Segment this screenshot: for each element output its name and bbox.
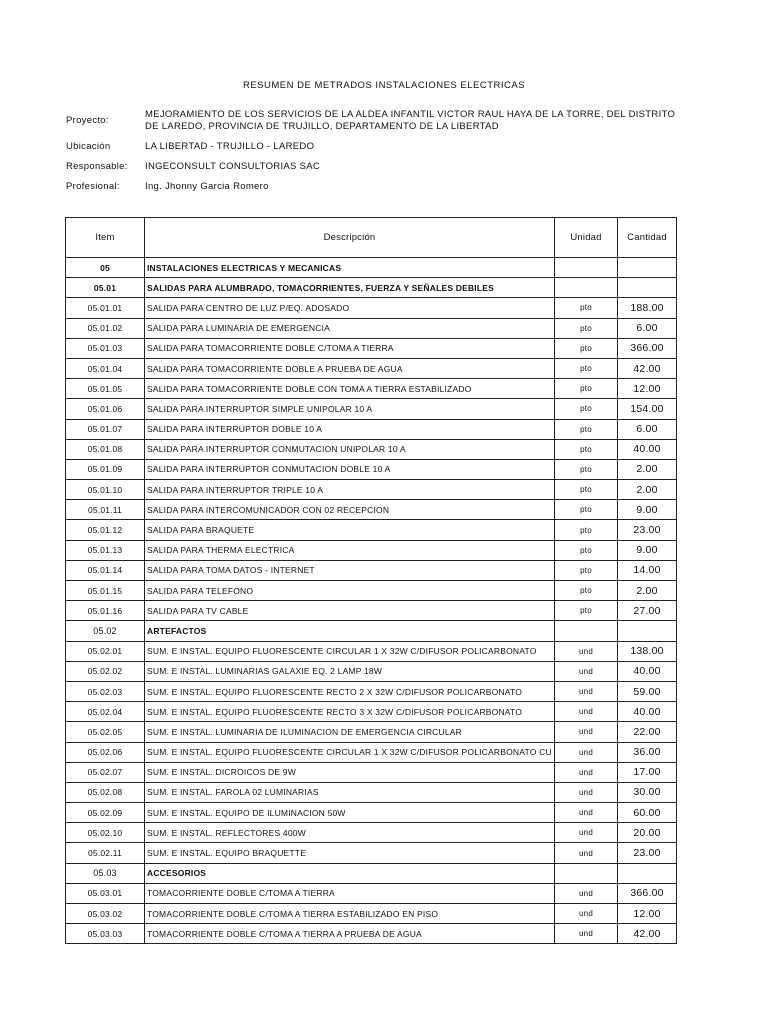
table-row bbox=[66, 702, 677, 722]
row-description: SALIDA PARA INTERRUPTOR DOBLE 10 A bbox=[145, 419, 555, 439]
table-row bbox=[66, 681, 677, 701]
row-item-code: 05.01.02 bbox=[66, 318, 145, 338]
row-quantity: 6.00 bbox=[618, 419, 677, 439]
row-item-code: 05.01.06 bbox=[66, 399, 145, 419]
row-quantity bbox=[618, 863, 677, 883]
table-row bbox=[66, 843, 677, 863]
ubicacion-value: LA LIBERTAD - TRUJILLO - LAREDO bbox=[145, 141, 315, 152]
row-quantity bbox=[618, 278, 677, 298]
row-description: TOMACORRIENTE DOBLE C/TOMA A TIERRA A PRUEBA DE AGUA bbox=[145, 924, 555, 944]
profesional-value: Ing. Jhonny Garcia Romero bbox=[145, 181, 269, 192]
row-quantity: 2.00 bbox=[618, 459, 677, 479]
table-row bbox=[66, 459, 677, 479]
row-quantity: 30.00 bbox=[618, 782, 677, 802]
row-unit: pto bbox=[555, 540, 618, 560]
row-unit: und bbox=[555, 883, 618, 903]
table-header-row bbox=[66, 218, 677, 258]
row-description: SALIDA PARA THERMA ELECTRICA bbox=[145, 540, 555, 560]
row-item-code: 05.01.05 bbox=[66, 379, 145, 399]
row-item-code: 05.01.11 bbox=[66, 500, 145, 520]
row-description: SUM. E INSTAL. LUMINARIA DE ILUMINACION DE EMERGENCIA CIRCULAR bbox=[145, 722, 555, 742]
row-description: SALIDA PARA LUMINARIA DE EMERGENCIA bbox=[145, 318, 555, 338]
table-row bbox=[66, 661, 677, 681]
row-unit: und bbox=[555, 843, 618, 863]
row-unit: pto bbox=[555, 358, 618, 378]
table-row bbox=[66, 904, 677, 924]
row-description: ARTEFACTOS bbox=[145, 621, 555, 641]
row-description: SUM. E INSTAL. EQUIPO FLUORESCENTE CIRCULAR 1 X 32W C/DIFUSOR POLICARBONATO bbox=[145, 641, 555, 661]
row-description: SALIDA PARA TV CABLE bbox=[145, 601, 555, 621]
row-quantity: 9.00 bbox=[618, 540, 677, 560]
row-description: SALIDA PARA INTERRUPTOR TRIPLE 10 A bbox=[145, 480, 555, 500]
row-item-code: 05.01.13 bbox=[66, 540, 145, 560]
row-description: SALIDA PARA BRAQUETE bbox=[145, 520, 555, 540]
row-unit: und bbox=[555, 904, 618, 924]
row-unit: pto bbox=[555, 601, 618, 621]
row-unit: und bbox=[555, 641, 618, 661]
row-item-code: 05.01.04 bbox=[66, 358, 145, 378]
row-item-code: 05.02 bbox=[66, 621, 145, 641]
row-unit: und bbox=[555, 681, 618, 701]
row-quantity: 60.00 bbox=[618, 803, 677, 823]
row-unit bbox=[555, 278, 618, 298]
table-row bbox=[66, 540, 677, 560]
row-description: SUM. E INSTAL. EQUIPO FLUORESCENTE RECTO 2 X 32W C/DIFUSOR POLICARBONATO bbox=[145, 681, 555, 701]
row-description: SUM. E INSTAL. LUMINARIAS GALAXIE EQ. 2 LAMP 18W bbox=[145, 661, 555, 681]
row-quantity: 22.00 bbox=[618, 722, 677, 742]
row-item-code: 05.02.04 bbox=[66, 702, 145, 722]
row-description: INSTALACIONES ELECTRICAS Y MECANICAS bbox=[145, 258, 555, 278]
row-quantity: 27.00 bbox=[618, 601, 677, 621]
row-description: SUM. E INSTAL. DICROICOS DE 9W bbox=[145, 762, 555, 782]
row-description: SUM. E INSTAL. EQUIPO FLUORESCENTE RECTO 3 X 32W C/DIFUSOR POLICARBONATO bbox=[145, 702, 555, 722]
table-row bbox=[66, 581, 677, 601]
row-description: SALIDA PARA TOMACORRIENTE DOBLE CON TOMA A TIERRA ESTABILIZADO bbox=[145, 379, 555, 399]
row-description: SUM. E INSTAL. EQUIPO BRAQUETTE bbox=[145, 843, 555, 863]
row-item-code: 05.01.09 bbox=[66, 459, 145, 479]
table-row bbox=[66, 358, 677, 378]
row-unit: pto bbox=[555, 560, 618, 580]
row-item-code: 05.02.07 bbox=[66, 762, 145, 782]
row-item-code: 05.01.15 bbox=[66, 581, 145, 601]
row-quantity: 42.00 bbox=[618, 924, 677, 944]
row-unit: und bbox=[555, 782, 618, 802]
table-row bbox=[66, 722, 677, 742]
table-row bbox=[66, 500, 677, 520]
responsable-label: Responsable: bbox=[66, 161, 128, 172]
row-unit: pto bbox=[555, 318, 618, 338]
row-description: SALIDA PARA TELEFONO bbox=[145, 581, 555, 601]
row-quantity: 9.00 bbox=[618, 500, 677, 520]
row-unit: und bbox=[555, 722, 618, 742]
row-description: SALIDA PARA TOMA DATOS - INTERNET bbox=[145, 560, 555, 580]
row-quantity: 12.00 bbox=[618, 904, 677, 924]
row-item-code: 05.02.09 bbox=[66, 803, 145, 823]
row-item-code: 05.02.05 bbox=[66, 722, 145, 742]
row-quantity: 23.00 bbox=[618, 520, 677, 540]
row-item-code: 05 bbox=[66, 258, 145, 278]
row-description: SUM. E INSTAL. REFLECTORES 400W bbox=[145, 823, 555, 843]
row-description: SALIDAS PARA ALUMBRADO, TOMACORRIENTES, FUERZA Y SEÑALES DEBILES bbox=[145, 278, 555, 298]
table-row bbox=[66, 883, 677, 903]
table-row bbox=[66, 318, 677, 338]
row-item-code: 05.02.03 bbox=[66, 681, 145, 701]
row-unit: und bbox=[555, 762, 618, 782]
table-row bbox=[66, 258, 677, 278]
row-unit: und bbox=[555, 823, 618, 843]
row-quantity: 138.00 bbox=[618, 641, 677, 661]
row-quantity: 14.00 bbox=[618, 560, 677, 580]
row-unit bbox=[555, 621, 618, 641]
row-unit: pto bbox=[555, 581, 618, 601]
row-item-code: 05.03 bbox=[66, 863, 145, 883]
proyecto-label: Proyecto: bbox=[66, 115, 109, 126]
table-row bbox=[66, 419, 677, 439]
proyecto-value bbox=[145, 109, 705, 132]
row-unit: pto bbox=[555, 500, 618, 520]
row-unit: pto bbox=[555, 338, 618, 358]
row-quantity: 188.00 bbox=[618, 298, 677, 318]
profesional-label: Profesional: bbox=[66, 181, 120, 192]
row-item-code: 05.02.06 bbox=[66, 742, 145, 762]
row-quantity: 40.00 bbox=[618, 702, 677, 722]
table-row bbox=[66, 480, 677, 500]
row-description: TOMACORRIENTE DOBLE C/TOMA A TIERRA bbox=[145, 883, 555, 903]
table-row bbox=[66, 520, 677, 540]
table-row bbox=[66, 863, 677, 883]
row-unit: und bbox=[555, 661, 618, 681]
row-item-code: 05.01.10 bbox=[66, 480, 145, 500]
row-quantity: 6.00 bbox=[618, 318, 677, 338]
row-unit: pto bbox=[555, 399, 618, 419]
row-item-code: 05.01.16 bbox=[66, 601, 145, 621]
table-body bbox=[66, 258, 677, 944]
table-row bbox=[66, 641, 677, 661]
row-item-code: 05.01.12 bbox=[66, 520, 145, 540]
row-unit: pto bbox=[555, 480, 618, 500]
row-quantity: 2.00 bbox=[618, 581, 677, 601]
row-unit: pto bbox=[555, 379, 618, 399]
table-row bbox=[66, 278, 677, 298]
table-row bbox=[66, 560, 677, 580]
row-item-code: 05.02.08 bbox=[66, 782, 145, 802]
row-item-code: 05.01.08 bbox=[66, 439, 145, 459]
row-unit: pto bbox=[555, 419, 618, 439]
row-item-code: 05.02.01 bbox=[66, 641, 145, 661]
table-row bbox=[66, 762, 677, 782]
column-header-descripcion: Descripción bbox=[145, 218, 555, 258]
row-item-code: 05.01.14 bbox=[66, 560, 145, 580]
row-description: SUM. E INSTAL. EQUIPO DE ILUMINACION 50W bbox=[145, 803, 555, 823]
row-quantity bbox=[618, 621, 677, 641]
row-quantity: 40.00 bbox=[618, 439, 677, 459]
row-description: SALIDA PARA INTERRUPTOR SIMPLE UNIPOLAR 10 A bbox=[145, 399, 555, 419]
row-quantity: 2.00 bbox=[618, 480, 677, 500]
row-description: SUM. E INSTAL. EQUIPO FLUORESCENTE CIRCULAR 1 X 32W C/DIFUSOR POLICARBONATO CU bbox=[145, 742, 555, 762]
row-unit bbox=[555, 258, 618, 278]
row-description: SALIDA PARA TOMACORRIENTE DOBLE C/TOMA A TIERRA bbox=[145, 338, 555, 358]
table-row bbox=[66, 298, 677, 318]
row-item-code: 05.03.03 bbox=[66, 924, 145, 944]
row-quantity: 154.00 bbox=[618, 399, 677, 419]
row-quantity: 23.00 bbox=[618, 843, 677, 863]
row-item-code: 05.01 bbox=[66, 278, 145, 298]
table-row bbox=[66, 742, 677, 762]
row-quantity: 40.00 bbox=[618, 661, 677, 681]
row-item-code: 05.02.02 bbox=[66, 661, 145, 681]
column-header-cantidad: Cantidad bbox=[618, 218, 677, 258]
row-item-code: 05.03.01 bbox=[66, 883, 145, 903]
row-item-code: 05.02.10 bbox=[66, 823, 145, 843]
row-description: TOMACORRIENTE DOBLE C/TOMA A TIERRA ESTABILIZADO EN PISO bbox=[145, 904, 555, 924]
table-row bbox=[66, 621, 677, 641]
table-row bbox=[66, 803, 677, 823]
document-title: RESUMEN DE METRADOS INSTALACIONES ELECTRICAS bbox=[242, 80, 526, 91]
proyecto-value-line-1: MEJORAMIENTO DE LOS SERVICIOS DE LA ALDEA INFANTIL VICTOR RAUL HAYA DE LA TORRE, DEL DISTRITO bbox=[145, 109, 676, 120]
table-row bbox=[66, 399, 677, 419]
row-description: SALIDA PARA INTERRUPTOR CONMUTACION DOBLE 10 A bbox=[145, 459, 555, 479]
table-row bbox=[66, 823, 677, 843]
row-unit: pto bbox=[555, 520, 618, 540]
table-row bbox=[66, 782, 677, 802]
table-row bbox=[66, 924, 677, 944]
responsable-value: INGECONSULT CONSULTORIAS SAC bbox=[145, 161, 321, 172]
row-description: SALIDA PARA TOMACORRIENTE DOBLE A PRUEBA DE AGUA bbox=[145, 358, 555, 378]
row-quantity: 42.00 bbox=[618, 358, 677, 378]
row-description: SALIDA PARA INTERRUPTOR CONMUTACION UNIPOLAR 10 A bbox=[145, 439, 555, 459]
row-unit: und bbox=[555, 742, 618, 762]
row-quantity: 59.00 bbox=[618, 681, 677, 701]
row-description: SALIDA PARA CENTRO DE LUZ P/EQ. ADOSADO bbox=[145, 298, 555, 318]
row-quantity: 17.00 bbox=[618, 762, 677, 782]
row-unit: pto bbox=[555, 298, 618, 318]
table-row bbox=[66, 601, 677, 621]
row-unit bbox=[555, 863, 618, 883]
ubicacion-label: Ubicación bbox=[66, 141, 111, 152]
table-row bbox=[66, 439, 677, 459]
row-item-code: 05.02.11 bbox=[66, 843, 145, 863]
column-header-unidad: Unidad bbox=[555, 218, 618, 258]
row-item-code: 05.01.07 bbox=[66, 419, 145, 439]
row-unit: und bbox=[555, 803, 618, 823]
row-quantity: 36.00 bbox=[618, 742, 677, 762]
row-description: SUM. E INSTAL. FAROLA 02 LUMINARIAS bbox=[145, 782, 555, 802]
row-quantity: 366.00 bbox=[618, 338, 677, 358]
row-unit: und bbox=[555, 702, 618, 722]
row-unit: pto bbox=[555, 459, 618, 479]
row-unit: und bbox=[555, 924, 618, 944]
row-description: ACCESORIOS bbox=[145, 863, 555, 883]
table-row bbox=[66, 338, 677, 358]
row-quantity: 20.00 bbox=[618, 823, 677, 843]
table-row bbox=[66, 379, 677, 399]
row-item-code: 05.03.02 bbox=[66, 904, 145, 924]
row-quantity: 366.00 bbox=[618, 883, 677, 903]
row-quantity bbox=[618, 258, 677, 278]
row-unit: pto bbox=[555, 439, 618, 459]
proyecto-value-line-2: DE LAREDO, PROVINCIA DE TRUJILLO, DEPARTAMENTO DE LA LIBERTAD bbox=[145, 120, 499, 132]
column-header-item: Item bbox=[66, 218, 145, 258]
row-item-code: 05.01.01 bbox=[66, 298, 145, 318]
row-quantity: 12.00 bbox=[618, 379, 677, 399]
row-description: SALIDA PARA INTERCOMUNICADOR CON 02 RECEPCION bbox=[145, 500, 555, 520]
row-item-code: 05.01.03 bbox=[66, 338, 145, 358]
metrados-table bbox=[65, 217, 677, 944]
